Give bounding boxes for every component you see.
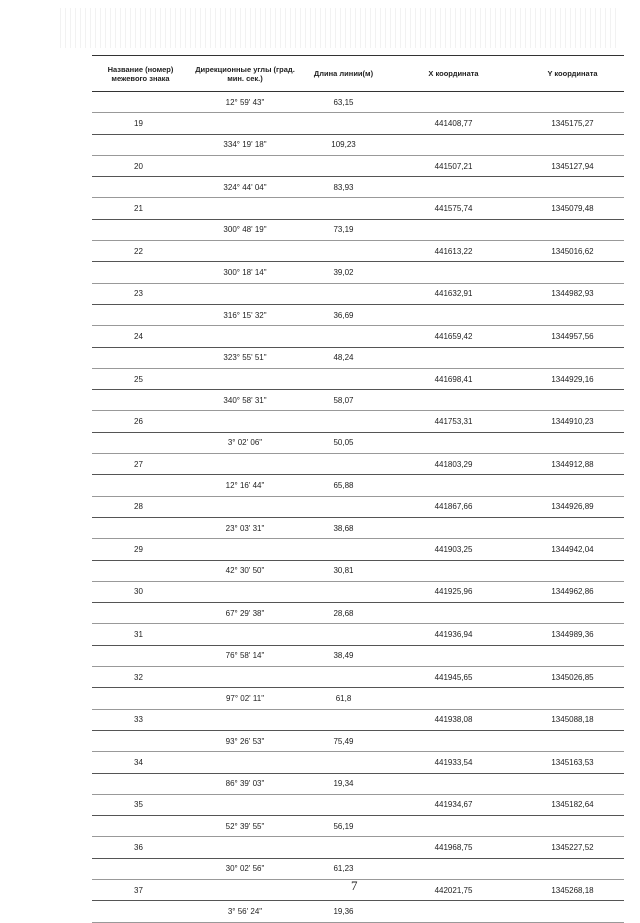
point-name — [92, 645, 189, 666]
point-name: 35 — [92, 794, 189, 815]
length-cell — [301, 667, 386, 688]
header-x: X координата — [386, 56, 521, 92]
length-cell: 38,49 — [301, 645, 386, 666]
angle-cell: 340° 58' 31" — [189, 390, 301, 411]
table-row-segment — [92, 645, 624, 666]
table-row-point — [92, 454, 624, 475]
x-coordinate — [386, 304, 521, 325]
table-row-segment — [92, 730, 624, 751]
angle-cell: 67° 29' 38" — [189, 603, 301, 624]
x-coordinate — [386, 134, 521, 155]
y-coordinate — [521, 347, 624, 368]
point-name — [92, 432, 189, 453]
angle-cell — [189, 241, 301, 262]
table-row-point — [92, 879, 624, 900]
x-coordinate: 441945,65 — [386, 667, 521, 688]
x-coordinate: 441925,96 — [386, 581, 521, 602]
point-name — [92, 858, 189, 879]
y-coordinate — [521, 603, 624, 624]
point-name — [92, 730, 189, 751]
length-cell — [301, 283, 386, 304]
angle-cell: 316° 15' 32" — [189, 304, 301, 325]
length-cell — [301, 879, 386, 900]
length-cell: 48,24 — [301, 347, 386, 368]
y-coordinate: 1345127,94 — [521, 155, 624, 176]
table-row-point — [92, 667, 624, 688]
y-coordinate: 1344929,16 — [521, 368, 624, 389]
point-name — [92, 901, 189, 922]
x-coordinate — [386, 262, 521, 283]
header-length: Длина линии(м) — [301, 56, 386, 92]
angle-cell — [189, 283, 301, 304]
x-coordinate — [386, 858, 521, 879]
point-name: 29 — [92, 539, 189, 560]
point-name: 36 — [92, 837, 189, 858]
table-row-segment — [92, 92, 624, 113]
point-name: 30 — [92, 581, 189, 602]
length-cell: 28,68 — [301, 603, 386, 624]
angle-cell: 52° 39' 55" — [189, 816, 301, 837]
length-cell — [301, 411, 386, 432]
length-cell — [301, 709, 386, 730]
length-cell: 58,07 — [301, 390, 386, 411]
angle-cell: 12° 16' 44" — [189, 475, 301, 496]
angle-cell — [189, 837, 301, 858]
point-name — [92, 177, 189, 198]
point-name — [92, 688, 189, 709]
table-row-segment — [92, 347, 624, 368]
x-coordinate: 441408,77 — [386, 113, 521, 134]
angle-cell — [189, 454, 301, 475]
y-coordinate: 1344962,86 — [521, 581, 624, 602]
point-name — [92, 92, 189, 113]
angle-cell — [189, 155, 301, 176]
angle-cell: 3° 56' 24" — [189, 901, 301, 922]
point-name: 24 — [92, 326, 189, 347]
x-coordinate: 441934,67 — [386, 794, 521, 815]
table-row-point — [92, 113, 624, 134]
table-row-point — [92, 155, 624, 176]
length-cell — [301, 155, 386, 176]
y-coordinate: 1345088,18 — [521, 709, 624, 730]
y-coordinate: 1345079,48 — [521, 198, 624, 219]
length-cell: 83,93 — [301, 177, 386, 198]
point-name — [92, 475, 189, 496]
point-name — [92, 773, 189, 794]
length-cell: 73,19 — [301, 219, 386, 240]
angle-cell — [189, 411, 301, 432]
point-name — [92, 390, 189, 411]
table-row-segment — [92, 432, 624, 453]
y-coordinate — [521, 304, 624, 325]
y-coordinate — [521, 688, 624, 709]
length-cell — [301, 368, 386, 389]
x-coordinate: 441575,74 — [386, 198, 521, 219]
scan-artifact — [60, 8, 620, 48]
table-row-point — [92, 624, 624, 645]
header-angles: Дирекционные углы (град. мин. сек.) — [189, 56, 301, 92]
y-coordinate — [521, 730, 624, 751]
length-cell: 36,69 — [301, 304, 386, 325]
y-coordinate — [521, 901, 624, 922]
table-row-point — [92, 496, 624, 517]
table-row-segment — [92, 304, 624, 325]
x-coordinate: 441867,66 — [386, 496, 521, 517]
point-name — [92, 304, 189, 325]
x-coordinate — [386, 645, 521, 666]
table-row-segment — [92, 688, 624, 709]
length-cell: 38,68 — [301, 517, 386, 538]
point-name: 33 — [92, 709, 189, 730]
table-row-point — [92, 411, 624, 432]
x-coordinate: 441803,29 — [386, 454, 521, 475]
angle-cell: 323° 55' 51" — [189, 347, 301, 368]
y-coordinate — [521, 773, 624, 794]
table-row-point — [92, 368, 624, 389]
x-coordinate: 441632,91 — [386, 283, 521, 304]
y-coordinate: 1344989,36 — [521, 624, 624, 645]
length-cell — [301, 454, 386, 475]
table-row-point — [92, 326, 624, 347]
angle-cell — [189, 752, 301, 773]
table-row-segment — [92, 517, 624, 538]
point-name — [92, 134, 189, 155]
x-coordinate — [386, 347, 521, 368]
y-coordinate: 1344982,93 — [521, 283, 624, 304]
y-coordinate — [521, 816, 624, 837]
y-coordinate — [521, 390, 624, 411]
angle-cell: 3° 02' 06" — [189, 432, 301, 453]
length-cell: 61,8 — [301, 688, 386, 709]
angle-cell — [189, 709, 301, 730]
y-coordinate: 1345026,85 — [521, 667, 624, 688]
x-coordinate — [386, 517, 521, 538]
table-row-segment — [92, 858, 624, 879]
length-cell: 75,49 — [301, 730, 386, 751]
angle-cell: 30° 02' 56" — [189, 858, 301, 879]
angle-cell: 42° 30' 50" — [189, 560, 301, 581]
point-name: 23 — [92, 283, 189, 304]
header-y: Y координата — [521, 56, 624, 92]
x-coordinate — [386, 177, 521, 198]
point-name — [92, 262, 189, 283]
angle-cell — [189, 326, 301, 347]
angle-cell — [189, 368, 301, 389]
angle-cell: 334° 19' 18" — [189, 134, 301, 155]
point-name: 20 — [92, 155, 189, 176]
y-coordinate — [521, 134, 624, 155]
point-name — [92, 816, 189, 837]
point-name — [92, 560, 189, 581]
table-body — [92, 92, 624, 923]
table-row-point — [92, 794, 624, 815]
y-coordinate: 1345016,62 — [521, 241, 624, 262]
table-row-segment — [92, 560, 624, 581]
x-coordinate: 441613,22 — [386, 241, 521, 262]
angle-cell: 12° 59' 43" — [189, 92, 301, 113]
point-name — [92, 603, 189, 624]
length-cell — [301, 624, 386, 645]
y-coordinate — [521, 432, 624, 453]
x-coordinate — [386, 816, 521, 837]
length-cell — [301, 539, 386, 560]
angle-cell: 97° 02' 11" — [189, 688, 301, 709]
y-coordinate: 1344912,88 — [521, 454, 624, 475]
x-coordinate — [386, 730, 521, 751]
x-coordinate: 441936,94 — [386, 624, 521, 645]
table-row-point — [92, 581, 624, 602]
y-coordinate — [521, 219, 624, 240]
x-coordinate — [386, 773, 521, 794]
angle-cell — [189, 198, 301, 219]
x-coordinate — [386, 390, 521, 411]
length-cell — [301, 496, 386, 517]
angle-cell: 300° 48' 19" — [189, 219, 301, 240]
table-row-segment — [92, 390, 624, 411]
length-cell: 30,81 — [301, 560, 386, 581]
length-cell: 61,23 — [301, 858, 386, 879]
length-cell: 19,36 — [301, 901, 386, 922]
length-cell — [301, 198, 386, 219]
y-coordinate — [521, 92, 624, 113]
point-name: 31 — [92, 624, 189, 645]
length-cell: 50,05 — [301, 432, 386, 453]
x-coordinate: 441968,75 — [386, 837, 521, 858]
table-row-point — [92, 837, 624, 858]
x-coordinate — [386, 432, 521, 453]
angle-cell: 300° 18' 14" — [189, 262, 301, 283]
point-name: 28 — [92, 496, 189, 517]
table-row-segment — [92, 262, 624, 283]
x-coordinate: 441933,54 — [386, 752, 521, 773]
y-coordinate — [521, 560, 624, 581]
table-row-segment — [92, 177, 624, 198]
angle-cell — [189, 624, 301, 645]
y-coordinate — [521, 177, 624, 198]
coordinates-table — [92, 55, 624, 923]
y-coordinate: 1344957,56 — [521, 326, 624, 347]
length-cell: 56,19 — [301, 816, 386, 837]
angle-cell — [189, 879, 301, 900]
x-coordinate: 441753,31 — [386, 411, 521, 432]
table-row-segment — [92, 475, 624, 496]
point-name: 37 — [92, 879, 189, 900]
table-row-point — [92, 752, 624, 773]
point-name: 32 — [92, 667, 189, 688]
y-coordinate: 1345182,64 — [521, 794, 624, 815]
angle-cell: 86° 39' 03" — [189, 773, 301, 794]
table-row-segment — [92, 603, 624, 624]
x-coordinate — [386, 901, 521, 922]
y-coordinate: 1345163,53 — [521, 752, 624, 773]
x-coordinate — [386, 92, 521, 113]
header-name: Название (номер) межевого знака — [92, 56, 189, 92]
length-cell — [301, 326, 386, 347]
table-row-segment — [92, 901, 624, 922]
y-coordinate: 1344910,23 — [521, 411, 624, 432]
length-cell — [301, 113, 386, 134]
page-number: 7 — [351, 878, 358, 893]
angle-cell — [189, 113, 301, 134]
point-name: 25 — [92, 368, 189, 389]
y-coordinate: 1344942,04 — [521, 539, 624, 560]
angle-cell — [189, 539, 301, 560]
y-coordinate — [521, 517, 624, 538]
angle-cell: 93° 26' 53" — [189, 730, 301, 751]
point-name: 19 — [92, 113, 189, 134]
x-coordinate: 441903,25 — [386, 539, 521, 560]
y-coordinate: 1344926,89 — [521, 496, 624, 517]
table-row-segment — [92, 773, 624, 794]
table-row-point — [92, 709, 624, 730]
point-name: 26 — [92, 411, 189, 432]
length-cell — [301, 794, 386, 815]
y-coordinate: 1345268,18 — [521, 879, 624, 900]
x-coordinate — [386, 219, 521, 240]
length-cell — [301, 752, 386, 773]
table-header-row — [92, 56, 624, 92]
angle-cell — [189, 667, 301, 688]
point-name — [92, 347, 189, 368]
point-name — [92, 517, 189, 538]
point-name: 22 — [92, 241, 189, 262]
table-row-point — [92, 241, 624, 262]
length-cell: 63,15 — [301, 92, 386, 113]
angle-cell — [189, 496, 301, 517]
table-row-point — [92, 539, 624, 560]
table-row-segment — [92, 134, 624, 155]
angle-cell: 76° 58' 14" — [189, 645, 301, 666]
table-row-segment — [92, 219, 624, 240]
angle-cell — [189, 581, 301, 602]
table-row-segment — [92, 816, 624, 837]
length-cell: 65,88 — [301, 475, 386, 496]
x-coordinate — [386, 560, 521, 581]
length-cell — [301, 581, 386, 602]
x-coordinate: 441507,21 — [386, 155, 521, 176]
length-cell — [301, 837, 386, 858]
x-coordinate — [386, 688, 521, 709]
x-coordinate: 441659,42 — [386, 326, 521, 347]
point-name: 21 — [92, 198, 189, 219]
point-name: 34 — [92, 752, 189, 773]
length-cell — [301, 241, 386, 262]
y-coordinate — [521, 262, 624, 283]
y-coordinate: 1345175,27 — [521, 113, 624, 134]
angle-cell — [189, 794, 301, 815]
table-row-point — [92, 198, 624, 219]
angle-cell: 324° 44' 04" — [189, 177, 301, 198]
length-cell: 109,23 — [301, 134, 386, 155]
x-coordinate — [386, 603, 521, 624]
x-coordinate: 441698,41 — [386, 368, 521, 389]
point-name: 27 — [92, 454, 189, 475]
x-coordinate — [386, 475, 521, 496]
y-coordinate — [521, 645, 624, 666]
y-coordinate: 1345227,52 — [521, 837, 624, 858]
point-name — [92, 219, 189, 240]
y-coordinate — [521, 858, 624, 879]
x-coordinate: 441938,08 — [386, 709, 521, 730]
angle-cell: 23° 03' 31" — [189, 517, 301, 538]
x-coordinate: 442021,75 — [386, 879, 521, 900]
length-cell: 19,34 — [301, 773, 386, 794]
length-cell: 39,02 — [301, 262, 386, 283]
y-coordinate — [521, 475, 624, 496]
table-row-point — [92, 283, 624, 304]
